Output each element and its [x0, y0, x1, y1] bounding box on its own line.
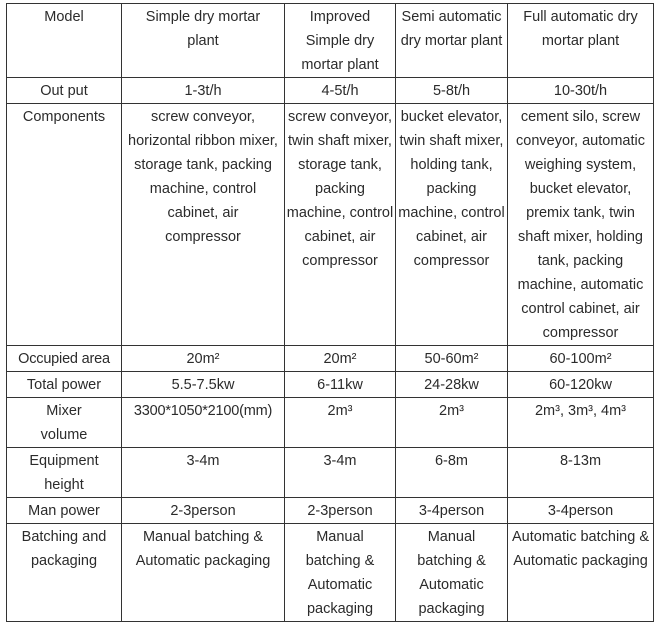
- components-row: [7, 104, 654, 346]
- man-power-improved: 2-3person: [285, 498, 396, 524]
- equipment-height-improved: 3-4m: [285, 448, 396, 498]
- comparison-table: [6, 3, 654, 622]
- batching-row: [7, 524, 654, 622]
- mixer-volume-simple: 3300*1050*2100(mm): [122, 398, 285, 448]
- man-power-full: 3-4person: [508, 498, 654, 524]
- total-power-label: Total power: [7, 372, 122, 398]
- batching-full: Automatic batching & Automatic packaging: [508, 524, 654, 622]
- components-simple: screw conveyor, horizontal ribbon mixer, storage tank, packing machine, control cabinet, air compressor: [122, 104, 285, 346]
- batching-label: Batching and packaging: [7, 524, 122, 622]
- occupied-area-semi: 50-60m²: [396, 346, 508, 372]
- occupied-area-label: Occupied area: [7, 346, 122, 372]
- batching-improved: Manual batching & Automatic packaging: [285, 524, 396, 622]
- header-simple: Simple dry mortar plant: [122, 4, 285, 78]
- total-power-row: [7, 372, 654, 398]
- equipment-height-simple: 3-4m: [122, 448, 285, 498]
- header-model-label: Model: [7, 4, 122, 78]
- batching-semi: Manual batching & Automatic packaging: [396, 524, 508, 622]
- mixer-volume-semi: 2m³: [396, 398, 508, 448]
- batching-simple: Manual batching & Automatic packaging: [122, 524, 285, 622]
- equipment-height-label: Equipment height: [7, 448, 122, 498]
- equipment-height-full: 8-13m: [508, 448, 654, 498]
- components-full: cement silo, screw conveyor, automatic weighing system, bucket elevator, premix tank, twin shaft mixer, holding tank, packing machine, automatic control cabinet, air compressor: [508, 104, 654, 346]
- components-semi: bucket elevator, twin shaft mixer, holding tank, packing machine, control cabinet, air compressor: [396, 104, 508, 346]
- man-power-semi: 3-4person: [396, 498, 508, 524]
- output-label: Out put: [7, 78, 122, 104]
- man-power-simple: 2-3person: [122, 498, 285, 524]
- components-label: Components: [7, 104, 122, 346]
- total-power-full: 60-120kw: [508, 372, 654, 398]
- mixer-volume-improved: 2m³: [285, 398, 396, 448]
- occupied-area-simple: 20m²: [122, 346, 285, 372]
- header-full: Full automatic dry mortar plant: [508, 4, 654, 78]
- man-power-label: Man power: [7, 498, 122, 524]
- header-improved: Improved Simple dry mortar plant: [285, 4, 396, 78]
- output-semi: 5-8t/h: [396, 78, 508, 104]
- man-power-row: [7, 498, 654, 524]
- equipment-height-semi: 6-8m: [396, 448, 508, 498]
- equipment-height-row: [7, 448, 654, 498]
- occupied-area-improved: 20m²: [285, 346, 396, 372]
- mixer-volume-full: 2m³, 3m³, 4m³: [508, 398, 654, 448]
- output-row: [7, 78, 654, 104]
- mixer-volume-row: [7, 398, 654, 448]
- output-simple: 1-3t/h: [122, 78, 285, 104]
- output-full: 10-30t/h: [508, 78, 654, 104]
- components-improved: screw conveyor, twin shaft mixer, storage tank, packing machine, control cabinet, air compressor: [285, 104, 396, 346]
- total-power-improved: 6-11kw: [285, 372, 396, 398]
- occupied-area-row: [7, 346, 654, 372]
- mixer-volume-label: Mixer volume: [7, 398, 122, 448]
- header-semi: Semi automatic dry mortar plant: [396, 4, 508, 78]
- total-power-simple: 5.5-7.5kw: [122, 372, 285, 398]
- header-row: [7, 4, 654, 78]
- occupied-area-full: 60-100m²: [508, 346, 654, 372]
- total-power-semi: 24-28kw: [396, 372, 508, 398]
- output-improved: 4-5t/h: [285, 78, 396, 104]
